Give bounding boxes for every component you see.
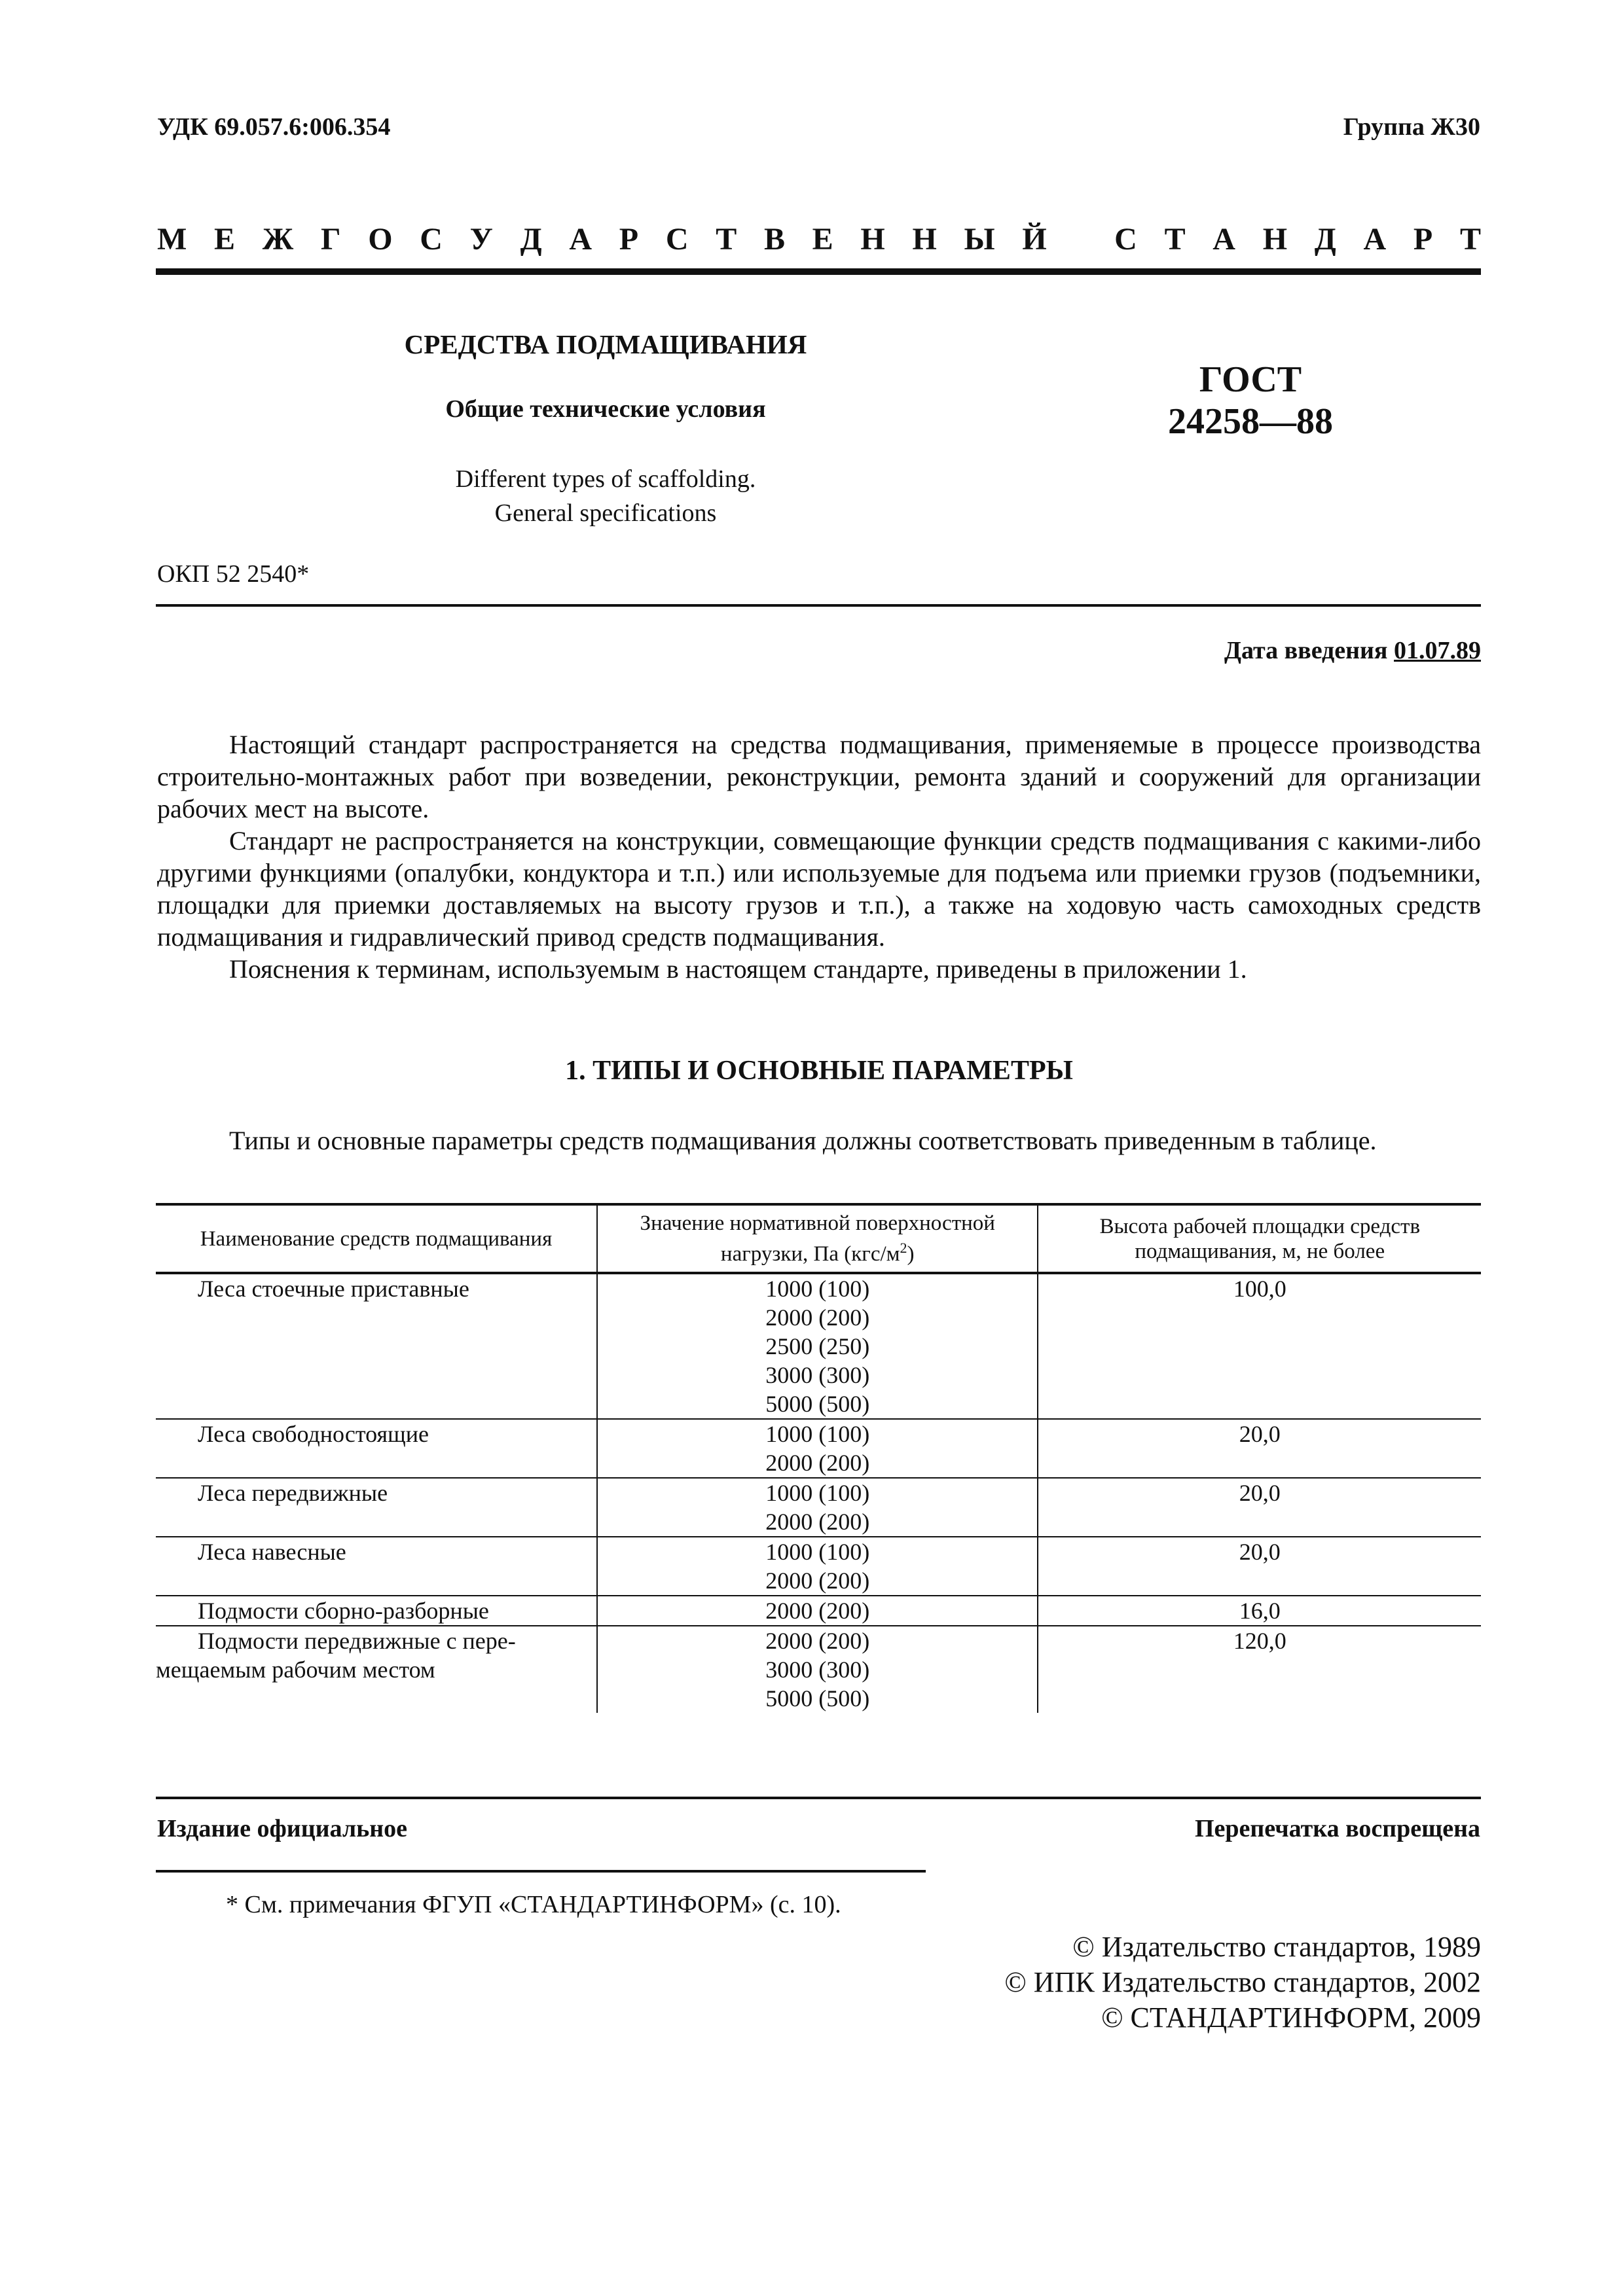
banner-letter: О — [368, 222, 393, 257]
copyright-line: © СТАНДАРТИНФОРМ, 2009 — [1101, 2001, 1481, 2034]
load-value: 1000 (100) — [765, 1276, 870, 1302]
banner-letter: Й — [1022, 222, 1047, 257]
english-title — [164, 462, 1048, 530]
paragraph: Стандарт не распространяется на конструкции, совмещающие функции средств подмащивания с какими-либо другими функциями (опалубки, кондуктора и т.п.) или используемые для подъема или приемки грузов (подъемники, площадки для приемки доставляемых на высоту грузов и т.п.), а также на ходовую часть самоходных средств подмащивания и гидравлический привод средств подмащивания. — [157, 826, 1481, 952]
udk-code: УДК 69.057.6:006.354 — [157, 113, 391, 141]
footnote: * См. примечания ФГУП «СТАНДАРТИНФОРМ» (с. 10). — [226, 1891, 841, 1918]
footnote-rule — [156, 1870, 926, 1873]
english-title-line: General specifications — [494, 499, 717, 527]
row-name: Подмости передвижные с пере- — [198, 1628, 516, 1654]
date-label: Дата введения — [1224, 637, 1388, 664]
row-loads-cell — [597, 1419, 1038, 1478]
intro-paragraphs — [157, 728, 1481, 985]
row-loads-cell — [597, 1273, 1038, 1419]
header-line: Высота рабочей площадки средств — [1099, 1214, 1421, 1238]
row-name-cell — [156, 1626, 597, 1713]
header-line — [602, 1236, 1033, 1266]
paragraph: Настоящий стандарт распространяется на средства подмащивания, применяемые в процессе производства строительно-монтажных работ при возведении, реконструкции, ремонта зданий и сооружений для организации рабочих мест на высоте. — [157, 730, 1481, 823]
row-loads-cell — [597, 1626, 1038, 1713]
banner-letter: Т — [1164, 222, 1186, 257]
row-height-cell: 120,0 — [1038, 1626, 1481, 1713]
row-height-cell: 20,0 — [1038, 1419, 1481, 1478]
banner-letter: Р — [619, 222, 639, 257]
row-name: Подмости сборно-разборные — [198, 1598, 489, 1624]
banner-letter: М — [157, 222, 187, 257]
gost-number: 24258—88 — [1168, 401, 1333, 442]
banner-letter: Н — [912, 222, 937, 257]
row-height-cell: 20,0 — [1038, 1537, 1481, 1596]
column-header-name: Наименование средств подмащивания — [156, 1204, 597, 1273]
row-name: Леса передвижные — [198, 1480, 388, 1506]
column-header-load — [597, 1204, 1038, 1273]
load-value: 2000 (200) — [765, 1509, 870, 1535]
banner-letter: Т — [716, 222, 737, 257]
english-title-line: Different types of scaffolding. — [455, 465, 756, 493]
okp-code: ОКП 52 2540* — [157, 560, 310, 588]
row-loads-cell — [597, 1537, 1038, 1596]
banner-letter: Ы — [964, 222, 995, 257]
row-name-cell — [156, 1273, 597, 1419]
table-row — [156, 1478, 1481, 1537]
banner-letter: Н — [1262, 222, 1288, 257]
paragraph: Типы и основные параметры средств подмащивания должны соответствовать приведенным в таблице. — [229, 1126, 1377, 1155]
banner-letter: А — [1363, 222, 1387, 257]
group-code: Группа Ж30 — [1343, 113, 1480, 141]
load-value: 2000 (200) — [765, 1598, 870, 1624]
document-subtitle: Общие технические условия — [445, 395, 766, 423]
header-text: нагрузки, Па (кгс/м — [720, 1242, 900, 1266]
section-heading: 1. ТИПЫ И ОСНОВНЫЕ ПАРАМЕТРЫ — [565, 1056, 1073, 1086]
load-value: 5000 (500) — [765, 1685, 870, 1712]
row-height-cell: 100,0 — [1038, 1273, 1481, 1419]
banner-letter: Г — [320, 222, 341, 257]
row-name: Леса стоечные приставные — [198, 1276, 469, 1302]
row-name: мещаемым рабочим местом — [156, 1657, 435, 1683]
reprint-prohibited: Перепечатка воспрещена — [1194, 1815, 1480, 1842]
banner-letter: Д — [1314, 222, 1336, 257]
load-value: 5000 (500) — [765, 1391, 870, 1417]
row-height-cell: 16,0 — [1038, 1596, 1481, 1626]
banner-letter: Р — [1413, 222, 1433, 257]
row-loads-cell — [597, 1596, 1038, 1626]
banner-letter: С — [665, 222, 689, 257]
table-row — [156, 1537, 1481, 1596]
superscript: 2 — [900, 1240, 907, 1256]
load-value: 2000 (200) — [765, 1450, 870, 1476]
table-row — [156, 1419, 1481, 1478]
banner-letter: Т — [1459, 222, 1481, 257]
load-value: 1000 (100) — [765, 1421, 870, 1447]
header-rule — [156, 268, 1481, 275]
banner-gap — [1074, 221, 1087, 257]
table-row — [156, 1596, 1481, 1626]
load-value: 2000 (200) — [765, 1304, 870, 1331]
section-intro — [157, 1124, 1481, 1157]
banner-letter: С — [420, 222, 443, 257]
footer-rule — [156, 1797, 1481, 1799]
banner-letter: Ж — [262, 222, 294, 257]
parameters-table — [156, 1203, 1481, 1713]
banner-letter: Н — [860, 222, 885, 257]
banner-letter: Е — [812, 222, 833, 257]
header-text: ) — [907, 1242, 915, 1266]
banner-letter: В — [763, 222, 785, 257]
table-row — [156, 1273, 1481, 1419]
load-value: 1000 (100) — [765, 1539, 870, 1565]
banner-letter: А — [569, 222, 593, 257]
gost-designation — [1080, 359, 1421, 442]
header-line: подмащивания, м, не более — [1135, 1239, 1385, 1263]
row-name-cell — [156, 1478, 597, 1537]
load-value: 2000 (200) — [765, 1628, 870, 1654]
row-height-cell: 20,0 — [1038, 1478, 1481, 1537]
copyright-line: © ИПК Издательство стандартов, 2002 — [1004, 1966, 1481, 1998]
title-rule — [156, 604, 1481, 607]
table-row — [156, 1626, 1481, 1713]
official-edition: Издание официальное — [157, 1815, 408, 1842]
copyright-line: © Издательство стандартов, 1989 — [1072, 1931, 1481, 1963]
row-name-cell — [156, 1419, 597, 1478]
date-value: 01.07.89 — [1394, 637, 1481, 664]
banner-letter: Е — [214, 222, 236, 257]
paragraph: Пояснения к терминам, используемым в настоящем стандарте, приведены в приложении 1. — [229, 954, 1247, 984]
introduction-date — [1224, 636, 1481, 665]
load-value: 3000 (300) — [765, 1657, 870, 1683]
load-value: 2500 (250) — [765, 1333, 870, 1359]
column-header-height — [1038, 1204, 1481, 1273]
banner-letter: У — [469, 222, 493, 257]
row-name-cell — [156, 1537, 597, 1596]
banner-letter: Д — [520, 222, 542, 257]
row-name: Леса свободностоящие — [198, 1421, 429, 1447]
table-header-row — [156, 1204, 1481, 1273]
interstate-standard-banner — [157, 221, 1481, 257]
load-value: 1000 (100) — [765, 1480, 870, 1506]
header-line: Значение нормативной поверхностной — [640, 1211, 995, 1235]
banner-letter: А — [1213, 222, 1235, 257]
document-title: СРЕДСТВА ПОДМАЩИВАНИЯ — [404, 329, 807, 359]
copyright-block — [1004, 1929, 1481, 2036]
row-name: Леса навесные — [198, 1539, 346, 1565]
row-loads-cell — [597, 1478, 1038, 1537]
banner-letter: С — [1114, 222, 1137, 257]
gost-label: ГОСТ — [1199, 359, 1302, 400]
load-value: 3000 (300) — [765, 1362, 870, 1388]
load-value: 2000 (200) — [765, 1568, 870, 1594]
row-name-cell — [156, 1596, 597, 1626]
